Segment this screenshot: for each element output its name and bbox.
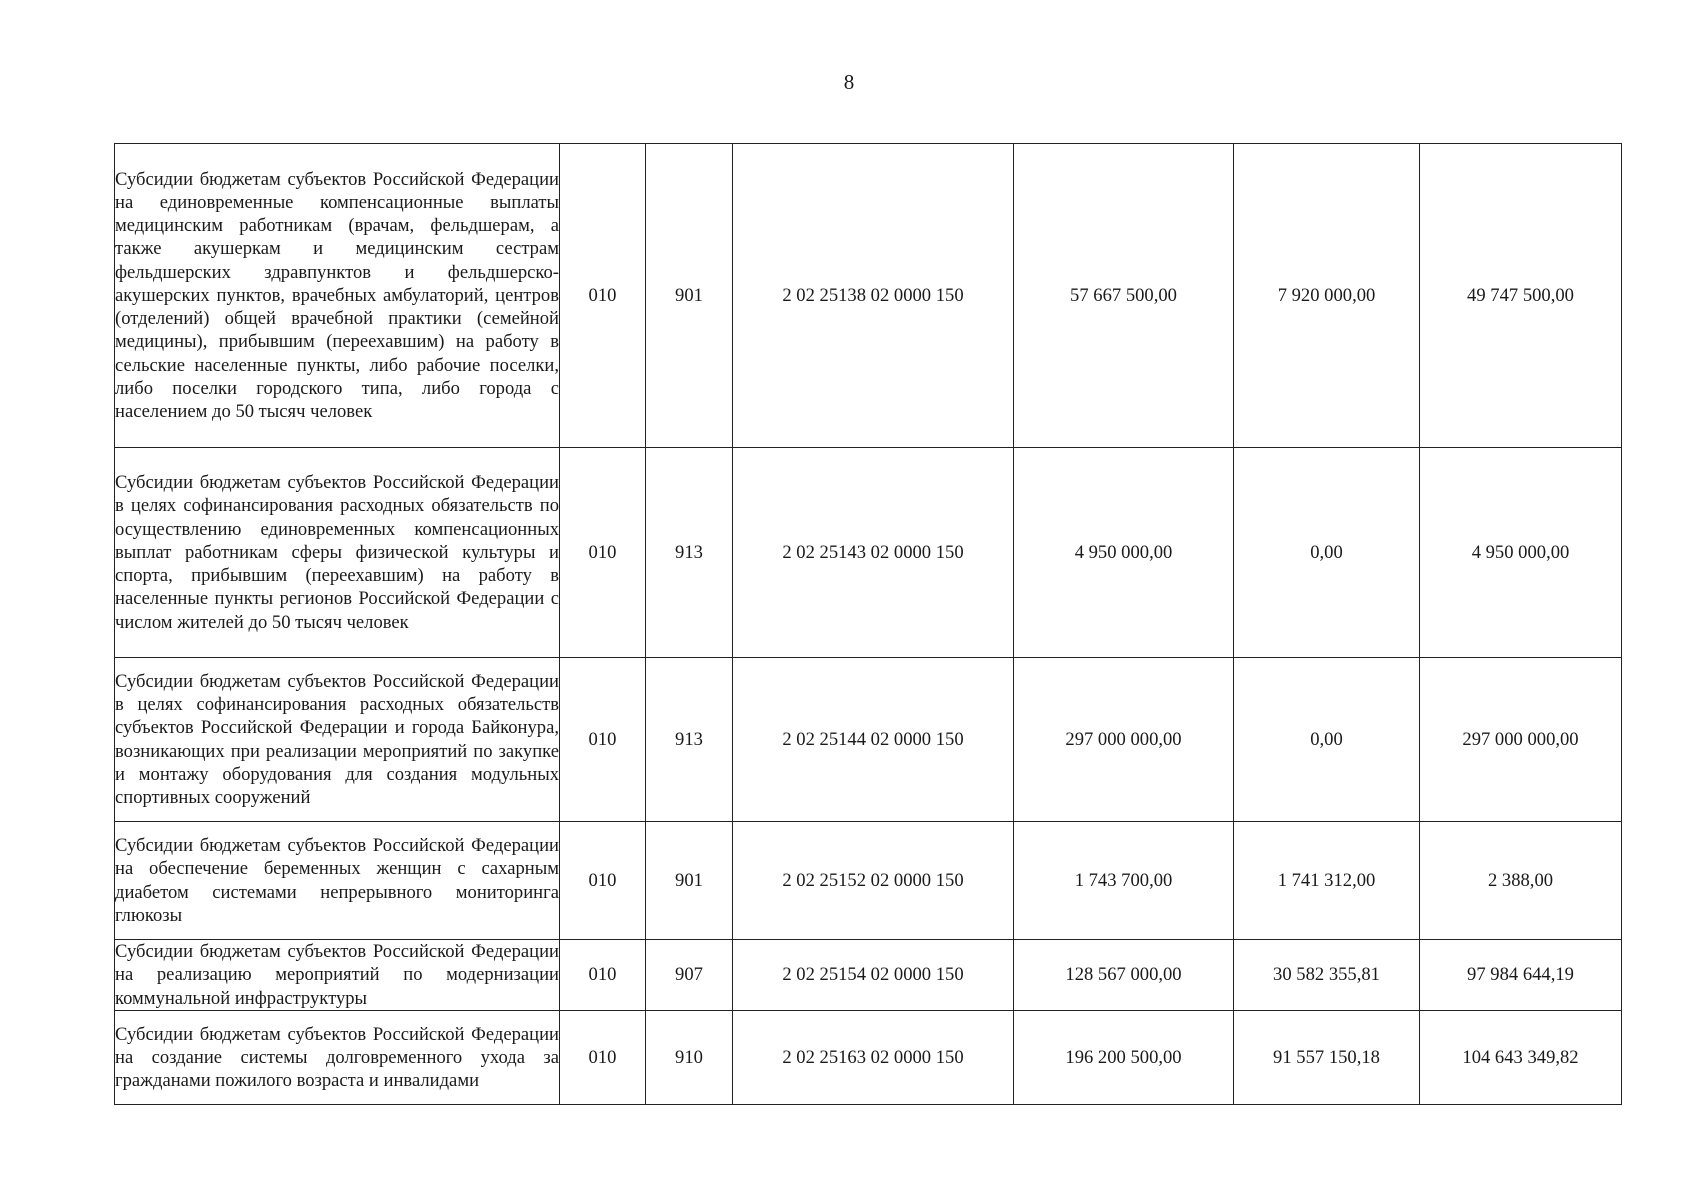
- row-value3: 49 747 500,00: [1420, 144, 1622, 448]
- row-value3: 97 984 644,19: [1420, 940, 1622, 1011]
- row-description: Субсидии бюджетам субъектов Российской Федерации в целях софинансирования расходных обязательств по осуществлению единовременных компенсационных выплат работникам сферы физической культуры и спорта, прибывшим (переехавшим) на работу в населенные пункты регионов Российской Федерации с числом жителей до 50 тысяч человек: [115, 448, 560, 658]
- table-row: [115, 940, 1622, 1011]
- row-value2: 0,00: [1234, 448, 1420, 658]
- row-col2: 010: [560, 144, 646, 448]
- row-code: 2 02 25138 02 0000 150: [733, 144, 1014, 448]
- table-row: [115, 144, 1622, 448]
- row-code: 2 02 25163 02 0000 150: [733, 1011, 1014, 1105]
- row-value1: 1 743 700,00: [1014, 822, 1234, 940]
- budget-table: [114, 143, 1622, 1105]
- row-value1: 128 567 000,00: [1014, 940, 1234, 1011]
- row-value1: 57 667 500,00: [1014, 144, 1234, 448]
- row-code: 2 02 25143 02 0000 150: [733, 448, 1014, 658]
- row-value1: 297 000 000,00: [1014, 658, 1234, 822]
- row-code: 2 02 25144 02 0000 150: [733, 658, 1014, 822]
- row-value2: 7 920 000,00: [1234, 144, 1420, 448]
- row-code: 2 02 25152 02 0000 150: [733, 822, 1014, 940]
- row-col2: 010: [560, 448, 646, 658]
- row-value1: 4 950 000,00: [1014, 448, 1234, 658]
- row-value2: 1 741 312,00: [1234, 822, 1420, 940]
- row-description: Субсидии бюджетам субъектов Российской Федерации на обеспечение беременных женщин с сахарным диабетом системами непрерывного мониторинга глюкозы: [115, 822, 560, 940]
- row-description: Субсидии бюджетам субъектов Российской Федерации на создание системы долговременного ухода за гражданами пожилого возраста и инвалидами: [115, 1011, 560, 1105]
- row-col2: 010: [560, 940, 646, 1011]
- row-value3: 2 388,00: [1420, 822, 1622, 940]
- row-col2: 010: [560, 1011, 646, 1105]
- table-row: [115, 658, 1622, 822]
- row-col2: 010: [560, 822, 646, 940]
- row-value1: 196 200 500,00: [1014, 1011, 1234, 1105]
- row-value3: 297 000 000,00: [1420, 658, 1622, 822]
- row-code: 2 02 25154 02 0000 150: [733, 940, 1014, 1011]
- row-col3: 910: [646, 1011, 733, 1105]
- row-value2: 30 582 355,81: [1234, 940, 1420, 1011]
- row-value2: 0,00: [1234, 658, 1420, 822]
- row-value2: 91 557 150,18: [1234, 1011, 1420, 1105]
- table-row: [115, 1011, 1622, 1105]
- row-col2: 010: [560, 658, 646, 822]
- table-row: [115, 448, 1622, 658]
- row-value3: 4 950 000,00: [1420, 448, 1622, 658]
- table-row: [115, 822, 1622, 940]
- row-col3: 907: [646, 940, 733, 1011]
- page-number: 8: [843, 70, 855, 94]
- row-col3: 913: [646, 448, 733, 658]
- row-description: Субсидии бюджетам субъектов Российской Федерации в целях софинансирования расходных обязательств субъектов Российской Федерации и города Байконура, возникающих при реализации мероприятий по закупке и монтажу оборудования для создания модульных спортивных сооружений: [115, 658, 560, 822]
- row-description: Субсидии бюджетам субъектов Российской Федерации на реализацию мероприятий по модернизации коммунальной инфраструктуры: [115, 941, 559, 1009]
- row-col3: 901: [646, 144, 733, 448]
- row-description: Субсидии бюджетам субъектов Российской Федерации на единовременные компенсационные выплаты медицинским работникам (врачам, фельдшерам, а также акушеркам и медицинским сестрам фельдшерских здравпунктов и фельдшерско-акушерских пунктов, врачебных амбулаторий, центров (отделений) общей врачебной практики (семейной медицины), прибывшим (переехавшим) на работу в сельские населенные пункты, либо рабочие поселки, либо поселки городского типа, либо города с населением до 50 тысяч человек: [115, 144, 560, 448]
- row-col3: 913: [646, 658, 733, 822]
- row-value3: 104 643 349,82: [1420, 1011, 1622, 1105]
- row-col3: 901: [646, 822, 733, 940]
